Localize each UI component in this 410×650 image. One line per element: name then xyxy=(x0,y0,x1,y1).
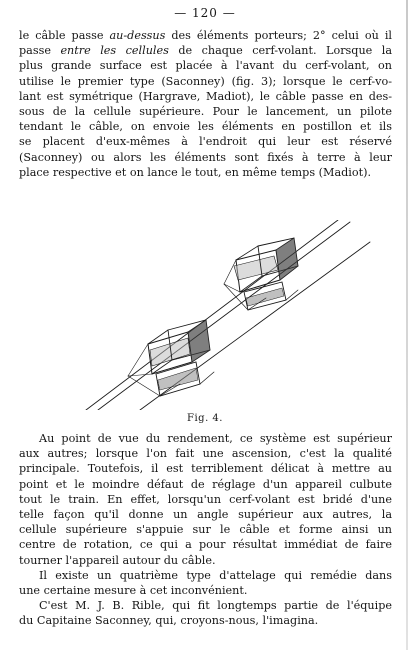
text-line xyxy=(19,477,392,492)
upper-box-kite xyxy=(224,238,298,310)
text-line-content: cellule supérieure s'appuie sur le câble et forme ainsi un xyxy=(19,523,392,537)
page-number: — 120 — xyxy=(174,6,236,20)
text-line xyxy=(19,446,392,461)
text-line xyxy=(19,150,392,165)
text-line-content: se placent d'eux-mêmes à l'endroit qui leur est réservé xyxy=(19,135,392,149)
text-line xyxy=(19,522,392,537)
text-line-content: place respective et on lance le tout, en même temps (Madiot). xyxy=(19,165,372,179)
emphasized-text: au-dessus xyxy=(109,29,166,42)
text-line-content: plus grande surface est placée à l'avant du cerf-volant, on xyxy=(19,59,392,73)
text-line-content: lant est symétrique (Hargrave, Madiot), le câble passe en des- xyxy=(19,89,392,103)
page-edge-shadow xyxy=(406,0,408,650)
text-line xyxy=(19,583,392,598)
figure-caption: Fig. 4. xyxy=(187,413,223,424)
text-line-content: (Saconney) ou alors les éléments sont fixés à terre à leur xyxy=(19,150,392,164)
text-line xyxy=(19,461,392,476)
text-line xyxy=(19,58,392,73)
text-line-content: utilise le premier type (Saconney) (fig. 3); lorsque le cerf-vo- xyxy=(19,74,392,88)
text-line xyxy=(19,43,392,58)
paragraph-2 xyxy=(19,431,392,568)
text-line-content: sous de la cellule supérieure. Pour le lancement, un pilote xyxy=(19,105,392,119)
text-line xyxy=(19,507,392,522)
lower-box-kite xyxy=(128,320,214,396)
text-line xyxy=(19,553,392,568)
text-line-content: tourner l'appareil autour du câble. xyxy=(19,553,216,567)
text-line xyxy=(19,598,392,613)
text-line-content: le câble passe au-dessus des éléments porteurs; 2° celui où il xyxy=(19,29,393,42)
text-line-content: centre de rotation, ce qui a pour résultat immédiat de faire xyxy=(19,538,392,552)
paragraph-4 xyxy=(19,598,392,628)
text-line xyxy=(19,165,392,180)
text-line-content: une certaine mesure à cet inconvénient. xyxy=(19,584,248,598)
text-line-content: Au point de vue du rendement, ce système est supérieur xyxy=(39,432,392,445)
text-line xyxy=(19,28,392,43)
text-line xyxy=(19,89,392,104)
paragraph-1 xyxy=(19,28,392,180)
paragraph-3 xyxy=(19,568,392,598)
text-line-content: Il existe un quatrième type d'attelage qui remédie dans xyxy=(39,569,392,582)
text-line xyxy=(19,74,392,89)
text-line xyxy=(19,492,392,507)
text-line xyxy=(19,568,392,583)
text-line-content: tout le train. En effet, lorsqu'un cerf-volant est bridé d'une xyxy=(19,492,392,506)
text-line-content: passe entre les cellules de chaque cerf-volant. Lorsque la xyxy=(19,44,393,58)
text-line-content: principale. Toutefois, il est terriblement délicat à mettre au xyxy=(19,462,392,476)
text-line xyxy=(19,119,392,134)
tether-line xyxy=(98,222,350,410)
text-line-content: point et le moindre défaut de réglage d'un appareil culbute xyxy=(19,477,392,491)
text-line-content: aux autres; lorsque l'on fait une ascension, c'est la qualité xyxy=(19,447,392,461)
text-line xyxy=(19,537,392,552)
text-line xyxy=(19,613,392,628)
text-line-content: telle façon qu'il donne un angle supérieur aux autres, la xyxy=(19,508,392,522)
text-line-content: C'est M. J. B. Rible, qui fit longtemps partie de l'équipe xyxy=(39,599,392,612)
tether-line xyxy=(86,220,338,410)
kite-train-figure xyxy=(0,220,410,410)
emphasized-text: entre les cellules xyxy=(60,44,169,58)
text-line-content: tendant le câble, on envoie les éléments en postillon et ils xyxy=(19,120,392,134)
text-line xyxy=(19,104,392,119)
text-line xyxy=(19,134,392,149)
text-line xyxy=(19,431,392,446)
text-line-content: du Capitaine Saconney, qui, croyons-nous, l'imagina. xyxy=(19,614,319,628)
